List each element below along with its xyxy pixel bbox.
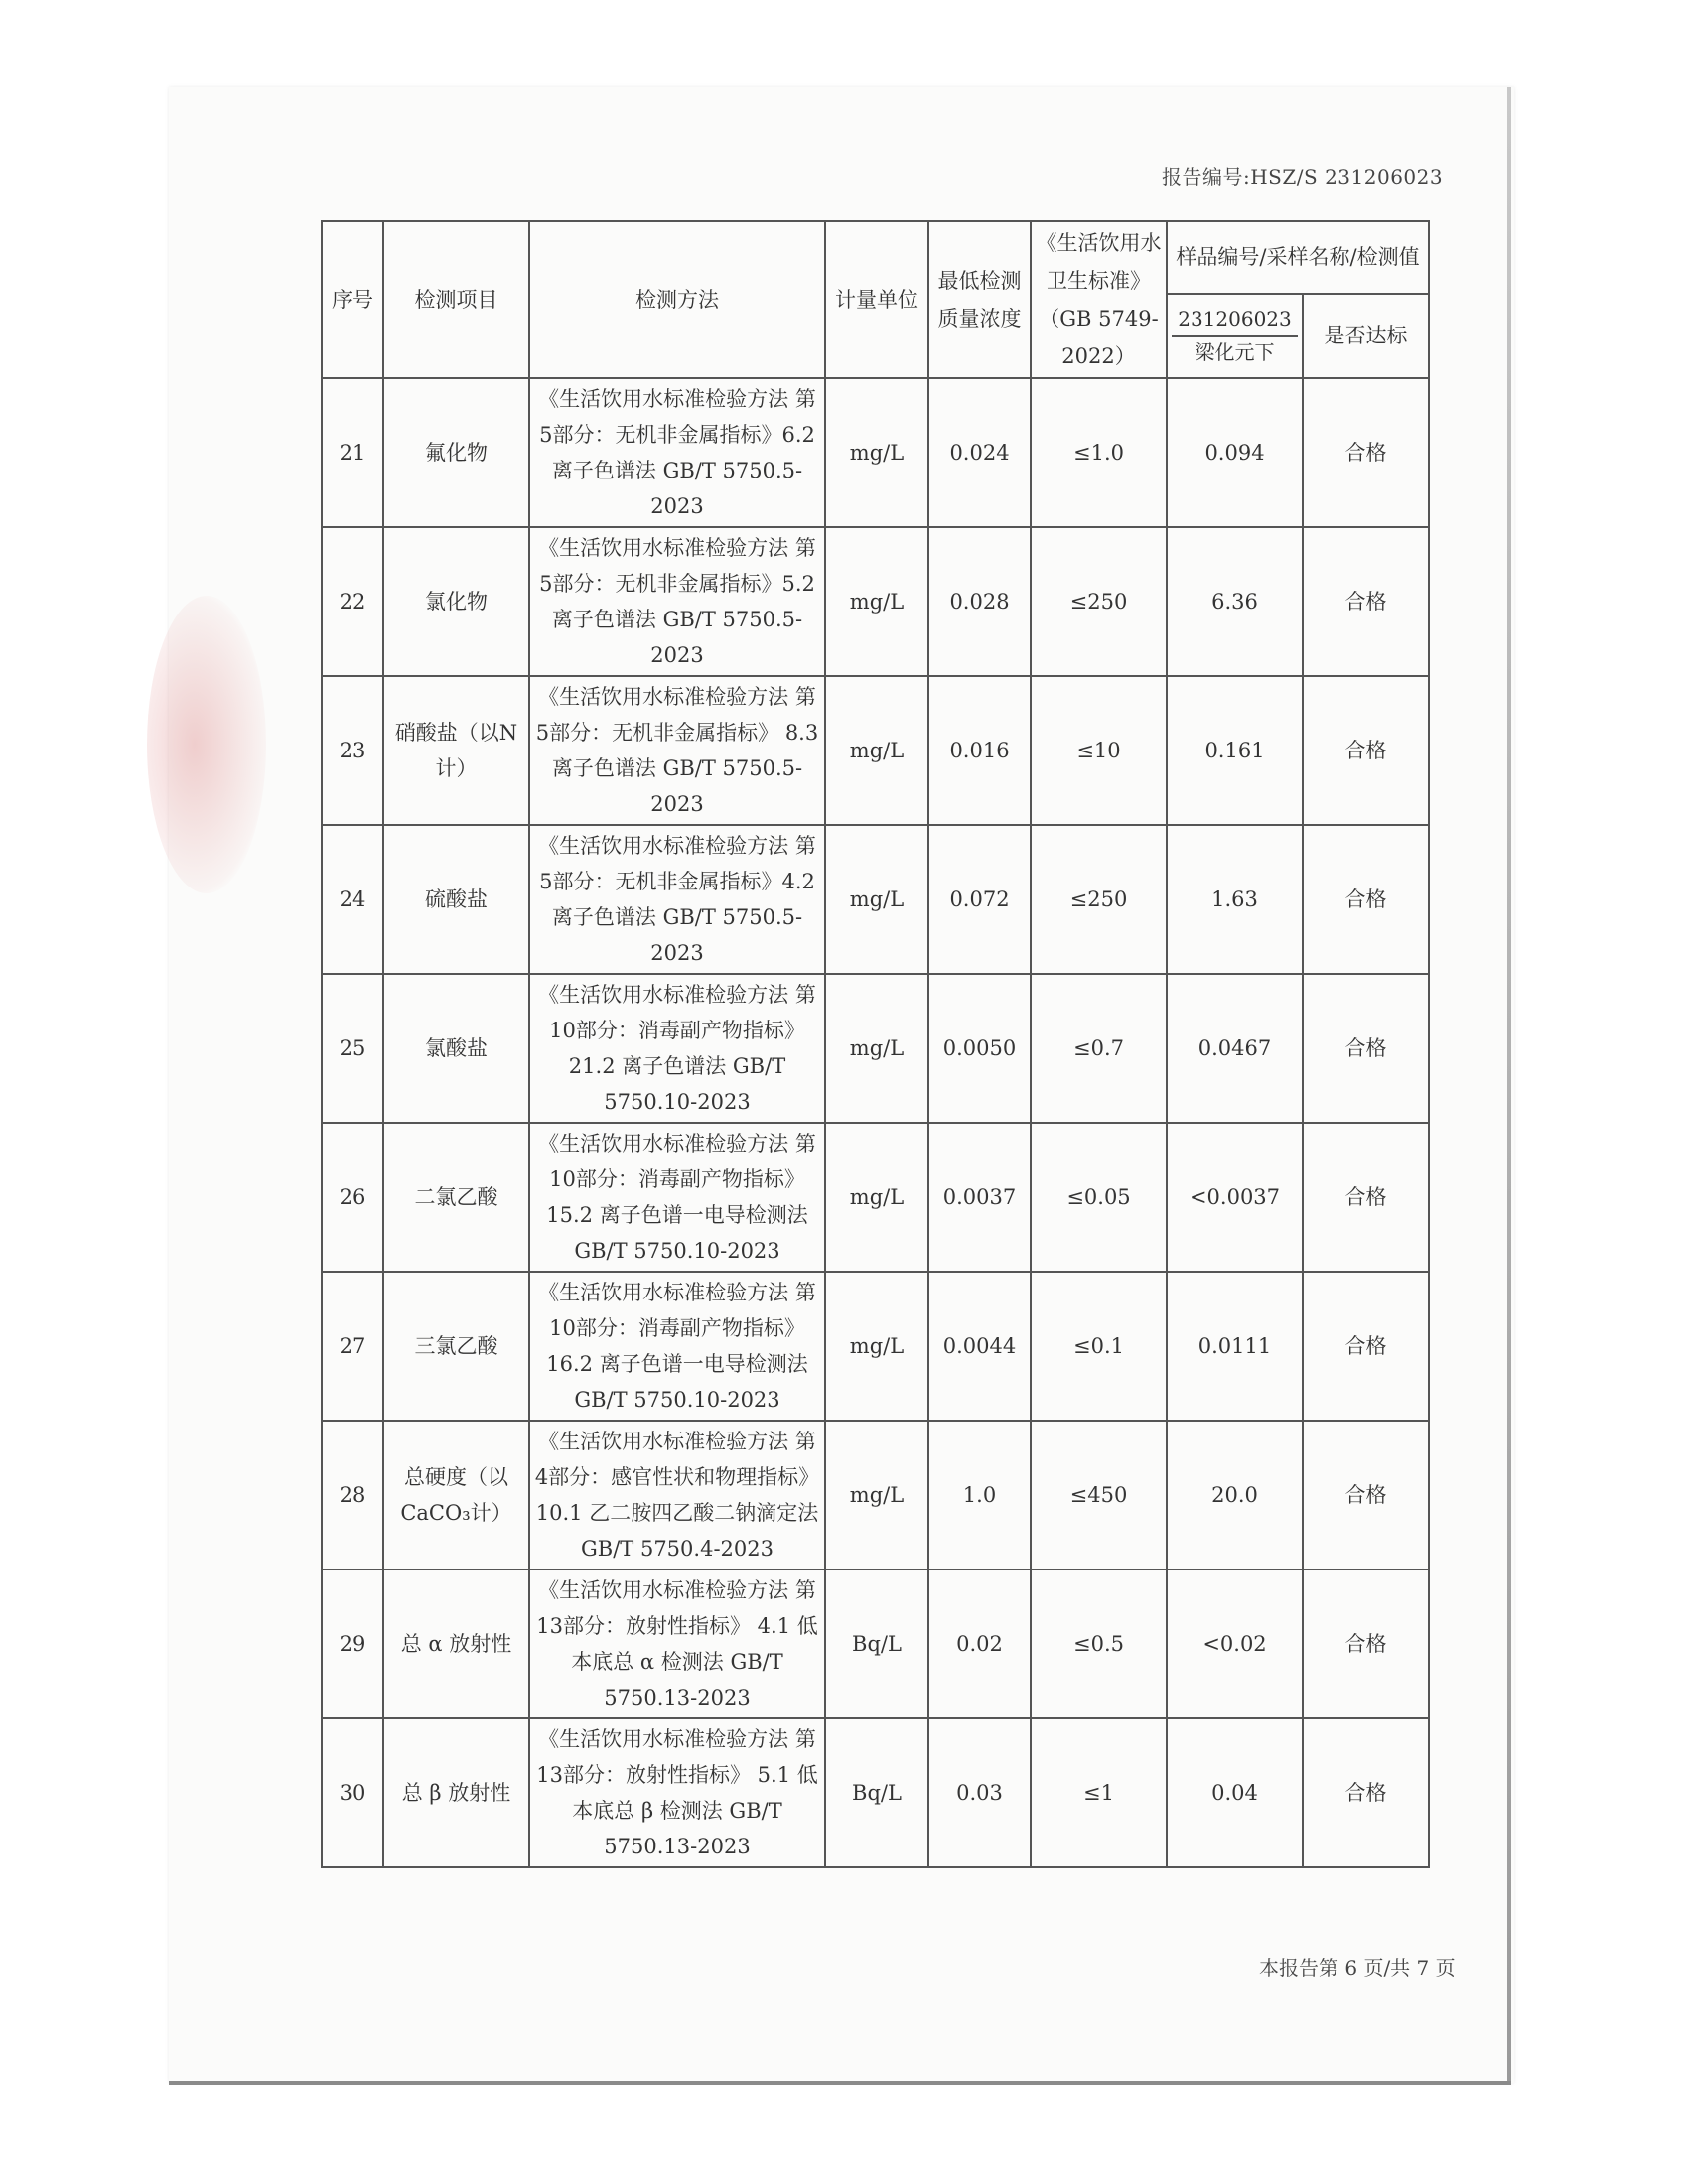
cell-pass: 合格 bbox=[1303, 1718, 1429, 1867]
cell-pass: 合格 bbox=[1303, 1123, 1429, 1272]
cell-unit: mg/L bbox=[825, 1123, 928, 1272]
cell-seq: 30 bbox=[322, 1718, 383, 1867]
cell-pass: 合格 bbox=[1303, 676, 1429, 825]
table-row bbox=[322, 527, 1429, 676]
cell-method: 《生活饮用水标准检验方法 第4部分：感官性状和物理指标》10.1 乙二胺四乙酸二钠滴定法 GB/T 5750.4-2023 bbox=[529, 1421, 825, 1570]
cell-standard: ≤0.7 bbox=[1031, 974, 1167, 1123]
header-min-conc: 最低检测质量浓度 bbox=[928, 221, 1031, 378]
cell-min-conc: 1.0 bbox=[928, 1421, 1031, 1570]
cell-seq: 24 bbox=[322, 825, 383, 974]
page-number: 本报告第 6 页/共 7 页 bbox=[1259, 1956, 1456, 1979]
table-row bbox=[322, 1421, 1429, 1570]
cell-standard: ≤0.1 bbox=[1031, 1272, 1167, 1421]
cell-item: 硝酸盐（以N计） bbox=[383, 676, 529, 825]
cell-standard: ≤10 bbox=[1031, 676, 1167, 825]
cell-method: 《生活饮用水标准检验方法 第13部分：放射性指标》 5.1 低本底总 β 检测法 GB/T 5750.13-2023 bbox=[529, 1718, 825, 1867]
cell-standard: ≤0.05 bbox=[1031, 1123, 1167, 1272]
cell-method: 《生活饮用水标准检验方法 第10部分：消毒副产物指标》21.2 离子色谱法 GB/T 5750.10-2023 bbox=[529, 974, 825, 1123]
cell-pass: 合格 bbox=[1303, 1272, 1429, 1421]
cell-min-conc: 0.03 bbox=[928, 1718, 1031, 1867]
sample-id: 231206023 bbox=[1178, 307, 1292, 332]
header-method: 检测方法 bbox=[529, 221, 825, 378]
cell-item: 总硬度（以CaCO₃计） bbox=[383, 1421, 529, 1570]
cell-value: 0.094 bbox=[1167, 378, 1303, 527]
cell-pass: 合格 bbox=[1303, 1570, 1429, 1718]
cell-standard: ≤1.0 bbox=[1031, 378, 1167, 527]
cell-min-conc: 0.072 bbox=[928, 825, 1031, 974]
cell-method: 《生活饮用水标准检验方法 第10部分：消毒副产物指标》 15.2 离子色谱一电导检测法 GB/T 5750.10-2023 bbox=[529, 1123, 825, 1272]
cell-unit: mg/L bbox=[825, 825, 928, 974]
cell-min-conc: 0.0050 bbox=[928, 974, 1031, 1123]
red-seal-stamp-icon bbox=[147, 596, 266, 893]
cell-seq: 27 bbox=[322, 1272, 383, 1421]
cell-pass: 合格 bbox=[1303, 378, 1429, 527]
cell-standard: ≤0.5 bbox=[1031, 1570, 1167, 1718]
cell-value: <0.0037 bbox=[1167, 1123, 1303, 1272]
cell-min-conc: 0.024 bbox=[928, 378, 1031, 527]
cell-unit: Bq/L bbox=[825, 1570, 928, 1718]
report-number: 报告编号:HSZ/S 231206023 bbox=[1162, 165, 1444, 189]
header-pass: 是否达标 bbox=[1303, 294, 1429, 378]
cell-item: 三氯乙酸 bbox=[383, 1272, 529, 1421]
cell-unit: mg/L bbox=[825, 1272, 928, 1421]
header-item: 检测项目 bbox=[383, 221, 529, 378]
cell-value: 0.0111 bbox=[1167, 1272, 1303, 1421]
cell-seq: 26 bbox=[322, 1123, 383, 1272]
cell-standard: ≤1 bbox=[1031, 1718, 1167, 1867]
cell-seq: 28 bbox=[322, 1421, 383, 1570]
header-unit: 计量单位 bbox=[825, 221, 928, 378]
cell-seq: 25 bbox=[322, 974, 383, 1123]
cell-pass: 合格 bbox=[1303, 1421, 1429, 1570]
table-row bbox=[322, 676, 1429, 825]
cell-unit: mg/L bbox=[825, 676, 928, 825]
cell-min-conc: 0.0044 bbox=[928, 1272, 1031, 1421]
cell-item: 总 β 放射性 bbox=[383, 1718, 529, 1867]
table-row bbox=[322, 1123, 1429, 1272]
table-row bbox=[322, 1570, 1429, 1718]
cell-value: 20.0 bbox=[1167, 1421, 1303, 1570]
scan-edge bbox=[1507, 87, 1511, 2083]
cell-method: 《生活饮用水标准检验方法 第13部分：放射性指标》 4.1 低本底总 α 检测法 GB/T 5750.13-2023 bbox=[529, 1570, 825, 1718]
cell-pass: 合格 bbox=[1303, 527, 1429, 676]
cell-method: 《生活饮用水标准检验方法 第10部分：消毒副产物指标》 16.2 离子色谱一电导检测法 GB/T 5750.10-2023 bbox=[529, 1272, 825, 1421]
header-seq: 序号 bbox=[322, 221, 383, 378]
cell-pass: 合格 bbox=[1303, 825, 1429, 974]
cell-item: 硫酸盐 bbox=[383, 825, 529, 974]
cell-item: 氯酸盐 bbox=[383, 974, 529, 1123]
cell-seq: 23 bbox=[322, 676, 383, 825]
cell-method: 《生活饮用水标准检验方法 第5部分：无机非金属指标》4.2 离子色谱法 GB/T 5750.5-2023 bbox=[529, 825, 825, 974]
cell-unit: mg/L bbox=[825, 378, 928, 527]
cell-value: <0.02 bbox=[1167, 1570, 1303, 1718]
cell-standard: ≤250 bbox=[1031, 527, 1167, 676]
cell-unit: Bq/L bbox=[825, 1718, 928, 1867]
cell-min-conc: 0.02 bbox=[928, 1570, 1031, 1718]
header-sample-group: 样品编号/采样名称/检测值 bbox=[1167, 221, 1429, 294]
cell-item: 氯化物 bbox=[383, 527, 529, 676]
cell-value: 0.161 bbox=[1167, 676, 1303, 825]
cell-seq: 29 bbox=[322, 1570, 383, 1718]
cell-seq: 21 bbox=[322, 378, 383, 527]
cell-standard: ≤450 bbox=[1031, 1421, 1167, 1570]
table-row bbox=[322, 1718, 1429, 1867]
sample-name: 梁化元下 bbox=[1172, 335, 1298, 368]
cell-unit: mg/L bbox=[825, 974, 928, 1123]
table-row bbox=[322, 825, 1429, 974]
cell-method: 《生活饮用水标准检验方法 第5部分：无机非金属指标》 8.3 离子色谱法 GB/T 5750.5-2023 bbox=[529, 676, 825, 825]
cell-value: 6.36 bbox=[1167, 527, 1303, 676]
cell-item: 二氯乙酸 bbox=[383, 1123, 529, 1272]
cell-min-conc: 0.028 bbox=[928, 527, 1031, 676]
cell-value: 1.63 bbox=[1167, 825, 1303, 974]
table-row bbox=[322, 974, 1429, 1123]
cell-value: 0.0467 bbox=[1167, 974, 1303, 1123]
cell-unit: mg/L bbox=[825, 527, 928, 676]
header-standard: 《生活饮用水卫生标准》（GB 5749-2022） bbox=[1031, 221, 1167, 378]
cell-pass: 合格 bbox=[1303, 974, 1429, 1123]
cell-unit: mg/L bbox=[825, 1421, 928, 1570]
cell-min-conc: 0.016 bbox=[928, 676, 1031, 825]
test-results-table bbox=[321, 220, 1430, 1868]
cell-item: 总 α 放射性 bbox=[383, 1570, 529, 1718]
table-row bbox=[322, 378, 1429, 527]
cell-method: 《生活饮用水标准检验方法 第5部分：无机非金属指标》6.2 离子色谱法 GB/T 5750.5-2023 bbox=[529, 378, 825, 527]
cell-method: 《生活饮用水标准检验方法 第5部分：无机非金属指标》5.2 离子色谱法 GB/T 5750.5-2023 bbox=[529, 527, 825, 676]
cell-standard: ≤250 bbox=[1031, 825, 1167, 974]
cell-value: 0.04 bbox=[1167, 1718, 1303, 1867]
scan-edge bbox=[169, 2081, 1511, 2085]
cell-min-conc: 0.0037 bbox=[928, 1123, 1031, 1272]
cell-seq: 22 bbox=[322, 527, 383, 676]
header-sample bbox=[1167, 294, 1303, 378]
cell-item: 氟化物 bbox=[383, 378, 529, 527]
table-row bbox=[322, 1272, 1429, 1421]
